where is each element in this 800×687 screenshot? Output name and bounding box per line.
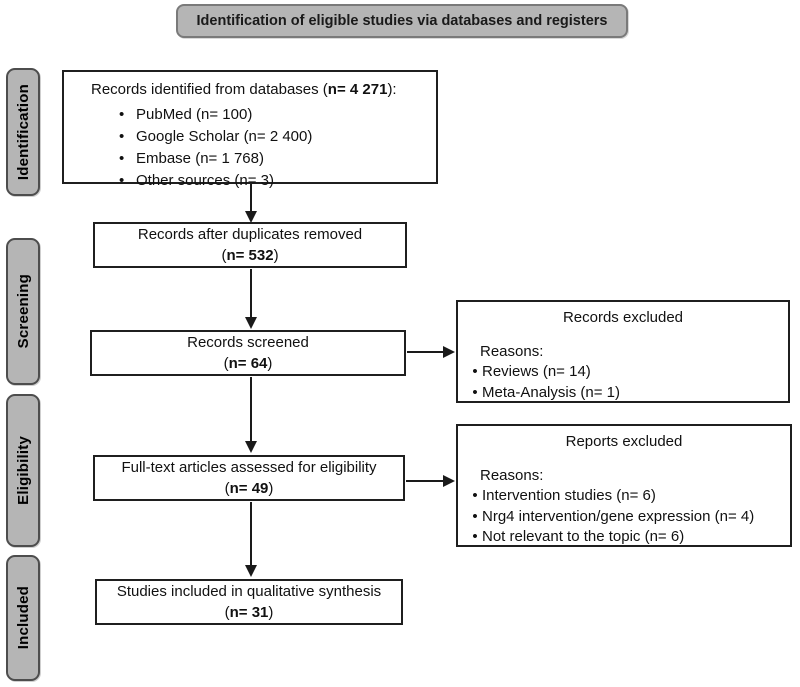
bullet-icon: • <box>119 128 125 145</box>
arrow-fulltext-to-reports-excluded-head <box>443 475 455 487</box>
records-excluded-box <box>456 300 790 403</box>
reports-excluded-box <box>456 424 792 547</box>
stage-label-screening <box>6 238 40 385</box>
records-identified-title-suffix: ): <box>387 81 397 98</box>
paren-close: ) <box>267 355 273 372</box>
bullet-icon: • <box>472 507 478 525</box>
count-value: n= 31 <box>229 604 269 621</box>
list-item <box>119 171 430 191</box>
duplicates-removed-count <box>221 245 278 266</box>
header-title: Identification of eligible studies via databases and registers <box>196 13 608 29</box>
excluded-reason-reviews: Reviews (n= 14) <box>482 363 591 380</box>
duplicates-removed-line1: Records after duplicates removed <box>137 226 363 243</box>
count-value: n= 49 <box>229 480 269 497</box>
arrow-screened-to-fulltext-head <box>245 441 257 453</box>
records-identified-count: n= 4 271 <box>327 81 388 98</box>
bullet-icon: • <box>472 528 478 545</box>
paren-open: ( <box>221 247 227 264</box>
list-item <box>468 486 790 507</box>
stage-label-identification <box>6 68 40 196</box>
count-value: n= 64 <box>228 355 268 372</box>
excluded-reason-intervention-studies: Intervention studies (n= 6) <box>482 487 656 504</box>
list-item <box>119 127 430 147</box>
stage-label-screening-text: Screening <box>14 274 32 349</box>
bullet-icon: • <box>119 172 125 189</box>
bullet-icon: • <box>472 363 478 380</box>
excluded-reason-nrg4: Nrg4 intervention/gene expression (n= 4) <box>482 507 755 525</box>
fulltext-assessed-box <box>93 455 405 501</box>
paren-close: ) <box>268 480 274 497</box>
list-item <box>468 362 788 383</box>
database-other-sources: Other sources (n= 3) <box>136 172 274 189</box>
records-identified-title-prefix: Records identified from databases ( <box>91 81 328 98</box>
list-item <box>119 149 430 169</box>
fulltext-assessed-line1: Full-text articles assessed for eligibility <box>121 459 377 476</box>
arrow-fulltext-to-included-head <box>245 565 257 577</box>
reports-excluded-title: Reports excluded <box>565 433 683 450</box>
database-embase: Embase (n= 1 768) <box>136 150 264 167</box>
arrow-screened-to-records-excluded-head <box>443 346 455 358</box>
records-excluded-reasons-label: Reasons: <box>480 343 544 360</box>
bullet-icon: • <box>119 106 125 123</box>
database-pubmed: PubMed (n= 100) <box>136 106 253 123</box>
stage-label-identification-text: Identification <box>14 83 32 181</box>
list-item <box>468 507 790 528</box>
studies-included-box <box>95 579 403 625</box>
stage-label-included <box>6 555 40 681</box>
duplicates-removed-box <box>93 222 407 268</box>
bullet-icon: • <box>472 487 478 504</box>
records-identified-title <box>91 79 430 100</box>
paren-close: ) <box>268 604 274 621</box>
list-item <box>468 383 788 404</box>
bullet-icon: • <box>119 150 125 167</box>
studies-included-line1: Studies included in qualitative synthesis <box>116 583 382 600</box>
records-excluded-title: Records excluded <box>562 309 684 326</box>
paren-open: ( <box>224 480 230 497</box>
stage-label-eligibility <box>6 394 40 547</box>
stage-label-eligibility-text: Eligibility <box>14 436 32 505</box>
studies-included-count <box>225 602 274 623</box>
arrow-duplicates-to-screened-head <box>245 317 257 329</box>
records-screened-box <box>90 330 406 376</box>
count-value: n= 532 <box>226 247 274 264</box>
paren-open: ( <box>223 355 229 372</box>
records-identified-box <box>62 70 438 189</box>
paren-open: ( <box>224 604 230 621</box>
records-screened-line1: Records screened <box>187 334 309 351</box>
excluded-reason-not-relevant: Not relevant to the topic (n= 6) <box>482 528 685 545</box>
list-item <box>468 527 790 548</box>
database-google-scholar: Google Scholar (n= 2 400) <box>136 128 313 145</box>
fulltext-assessed-count <box>225 478 274 499</box>
header-banner <box>176 4 628 38</box>
list-item <box>119 105 430 125</box>
paren-close: ) <box>273 247 279 264</box>
bullet-icon: • <box>472 383 478 401</box>
reports-excluded-reasons-label: Reasons: <box>480 467 544 484</box>
records-screened-count <box>224 353 273 374</box>
stage-label-included-text: Included <box>14 586 32 650</box>
excluded-reason-meta-analysis: Meta-Analysis (n= 1) <box>482 383 620 401</box>
